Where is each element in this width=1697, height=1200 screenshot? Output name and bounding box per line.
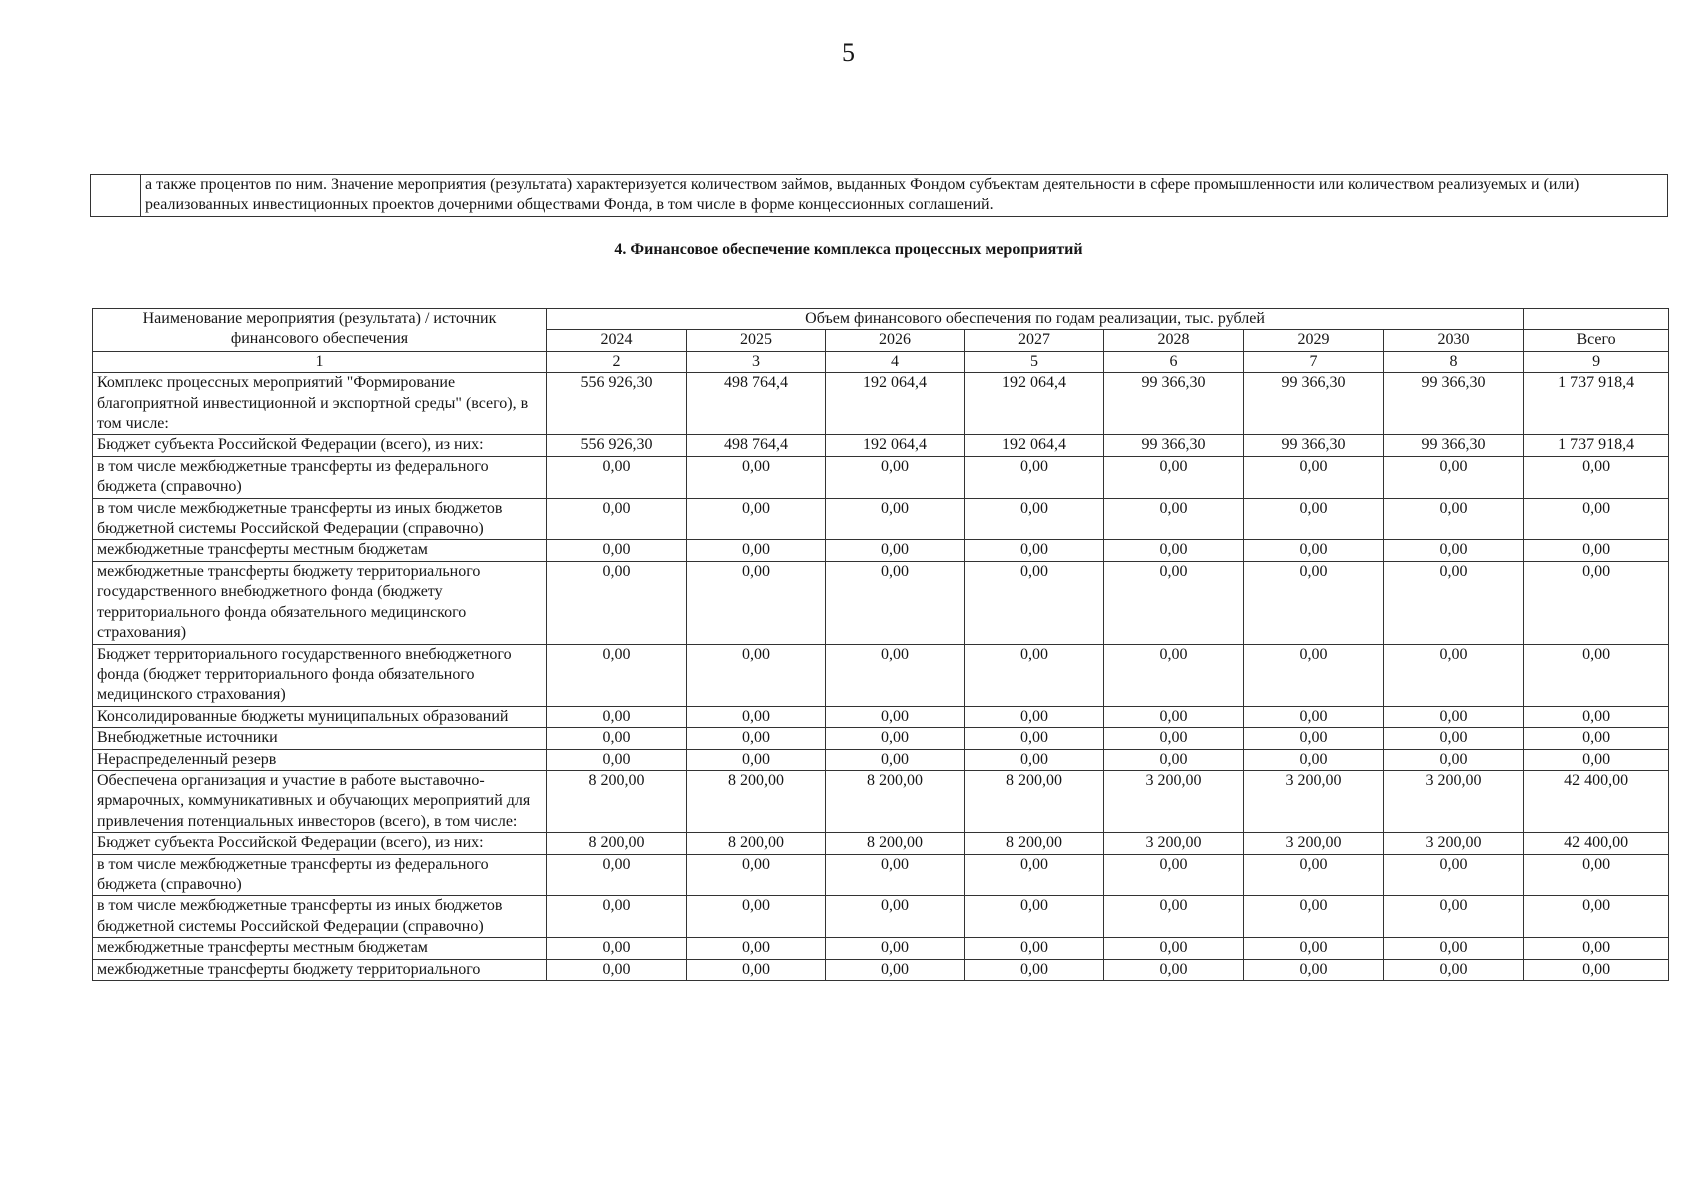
table-row: [93, 959, 1669, 980]
table-row: [93, 706, 1669, 727]
column-number: 9: [1524, 351, 1669, 372]
row-year-value: 0,00: [1384, 456, 1524, 498]
row-name: Комплекс процессных мероприятий "Формирование благоприятной инвестиционной и экспортной среды" (всего), в том числе:: [93, 373, 547, 435]
header-row-group: [93, 309, 1669, 330]
row-year-value: 0,00: [965, 706, 1104, 727]
row-total-value: 1 737 918,4: [1524, 373, 1669, 435]
row-year-value: 99 366,30: [1104, 373, 1244, 435]
row-year-value: 8 200,00: [965, 770, 1104, 832]
financing-table: [92, 308, 1669, 981]
row-total-value: 0,00: [1524, 896, 1669, 938]
row-year-value: 0,00: [965, 749, 1104, 770]
row-year-value: 0,00: [1244, 706, 1384, 727]
table-row: [93, 833, 1669, 854]
table-row: [93, 854, 1669, 896]
row-name: в том числе межбюджетные трансферты из иных бюджетов бюджетной системы Российской Федерации (справочно): [93, 498, 547, 540]
row-year-value: 0,00: [687, 706, 826, 727]
row-name: Бюджет субъекта Российской Федерации (всего), из них:: [93, 435, 547, 456]
row-year-value: 0,00: [965, 938, 1104, 959]
row-total-value: 0,00: [1524, 728, 1669, 749]
row-year-value: 0,00: [547, 728, 687, 749]
row-year-value: 0,00: [965, 456, 1104, 498]
row-year-value: 0,00: [1244, 749, 1384, 770]
row-year-value: 0,00: [1104, 644, 1244, 706]
row-year-value: 0,00: [965, 644, 1104, 706]
row-year-value: 8 200,00: [547, 770, 687, 832]
row-year-value: 0,00: [965, 498, 1104, 540]
row-year-value: 0,00: [1244, 959, 1384, 980]
row-year-value: 0,00: [1104, 728, 1244, 749]
year-header-2029: 2029: [1244, 330, 1384, 351]
row-total-value: 0,00: [1524, 561, 1669, 644]
row-year-value: 192 064,4: [965, 373, 1104, 435]
row-year-value: 0,00: [826, 728, 965, 749]
row-year-value: 556 926,30: [547, 435, 687, 456]
row-year-value: 3 200,00: [1244, 833, 1384, 854]
column-number: 4: [826, 351, 965, 372]
row-year-value: 0,00: [687, 896, 826, 938]
continuation-index-cell: [91, 175, 141, 217]
row-year-value: 0,00: [1244, 498, 1384, 540]
row-year-value: 0,00: [1104, 938, 1244, 959]
row-name: Бюджет территориального государственного внебюджетного фонда (бюджет территориального фонда обязательного медицинского страхования): [93, 644, 547, 706]
row-year-value: 99 366,30: [1244, 435, 1384, 456]
row-total-value: 0,00: [1524, 540, 1669, 561]
table-row: [93, 644, 1669, 706]
table-row: [93, 540, 1669, 561]
header-row-numbers: [93, 351, 1669, 372]
row-year-value: 0,00: [826, 498, 965, 540]
row-year-value: 0,00: [687, 938, 826, 959]
row-year-value: 0,00: [1384, 896, 1524, 938]
row-year-value: 556 926,30: [547, 373, 687, 435]
row-name: Внебюджетные источники: [93, 728, 547, 749]
row-year-value: 0,00: [965, 959, 1104, 980]
row-year-value: 0,00: [1384, 561, 1524, 644]
table-row: [93, 896, 1669, 938]
row-year-value: 0,00: [687, 498, 826, 540]
row-year-value: 0,00: [1244, 561, 1384, 644]
row-year-value: 8 200,00: [547, 833, 687, 854]
row-year-value: 99 366,30: [1384, 435, 1524, 456]
row-year-value: 0,00: [1384, 749, 1524, 770]
row-year-value: 192 064,4: [826, 373, 965, 435]
row-year-value: 3 200,00: [1384, 833, 1524, 854]
row-total-value: 42 400,00: [1524, 770, 1669, 832]
row-year-value: 0,00: [1104, 749, 1244, 770]
row-name: Консолидированные бюджеты муниципальных образований: [93, 706, 547, 727]
row-year-value: 0,00: [1104, 896, 1244, 938]
total-header-top: [1524, 309, 1669, 330]
row-year-value: 0,00: [1384, 644, 1524, 706]
row-year-value: 0,00: [826, 959, 965, 980]
row-year-value: 0,00: [687, 561, 826, 644]
row-year-value: 0,00: [1104, 540, 1244, 561]
table-row: [93, 456, 1669, 498]
row-year-value: 3 200,00: [1244, 770, 1384, 832]
row-total-value: 0,00: [1524, 854, 1669, 896]
row-year-value: 0,00: [547, 644, 687, 706]
row-year-value: 0,00: [1384, 959, 1524, 980]
row-year-value: 0,00: [1384, 938, 1524, 959]
row-year-value: 0,00: [1104, 561, 1244, 644]
year-header-2030: 2030: [1384, 330, 1524, 351]
row-year-value: 99 366,30: [1104, 435, 1244, 456]
row-year-value: 3 200,00: [1104, 833, 1244, 854]
row-total-value: 0,00: [1524, 706, 1669, 727]
row-year-value: 0,00: [547, 456, 687, 498]
row-total-value: 0,00: [1524, 749, 1669, 770]
year-header-2024: 2024: [547, 330, 687, 351]
row-year-value: 99 366,30: [1244, 373, 1384, 435]
table-row: [93, 770, 1669, 832]
row-year-value: 0,00: [547, 854, 687, 896]
column-number: 7: [1244, 351, 1384, 372]
table-row: [93, 728, 1669, 749]
row-year-value: 498 764,4: [687, 435, 826, 456]
row-year-value: 0,00: [1104, 456, 1244, 498]
row-name: межбюджетные трансферты бюджету территориального: [93, 959, 547, 980]
row-name: межбюджетные трансферты местным бюджетам: [93, 540, 547, 561]
name-column-header: Наименование мероприятия (результата) / источник финансового обеспечения: [93, 309, 547, 352]
row-total-value: 0,00: [1524, 456, 1669, 498]
row-year-value: 192 064,4: [965, 435, 1104, 456]
row-total-value: 0,00: [1524, 959, 1669, 980]
row-year-value: 0,00: [965, 540, 1104, 561]
row-year-value: 0,00: [547, 540, 687, 561]
row-year-value: 0,00: [1244, 896, 1384, 938]
row-year-value: 0,00: [1384, 854, 1524, 896]
row-year-value: 0,00: [1104, 854, 1244, 896]
table-row: [93, 749, 1669, 770]
row-name: Нераспределенный резерв: [93, 749, 547, 770]
column-number: 5: [965, 351, 1104, 372]
row-year-value: 0,00: [1104, 706, 1244, 727]
table-row: [93, 373, 1669, 435]
row-year-value: 0,00: [826, 854, 965, 896]
row-year-value: 3 200,00: [1384, 770, 1524, 832]
row-year-value: 0,00: [1384, 728, 1524, 749]
row-year-value: 0,00: [826, 749, 965, 770]
row-year-value: 0,00: [547, 938, 687, 959]
table-row: [93, 561, 1669, 644]
year-header-2026: 2026: [826, 330, 965, 351]
row-year-value: 0,00: [965, 854, 1104, 896]
section-title: 4. Финансовое обеспечение комплекса процессных мероприятий: [614, 241, 1083, 258]
row-year-value: 8 200,00: [826, 833, 965, 854]
row-total-value: 0,00: [1524, 644, 1669, 706]
year-header-2025: 2025: [687, 330, 826, 351]
row-name: Бюджет субъекта Российской Федерации (всего), из них:: [93, 833, 547, 854]
continuation-text: а также процентов по ним. Значение мероприятия (результата) характеризуется количеством займов, выданных Фондом субъектам деятельности в сфере промышленности или количеством реализуемых и (или) реализованных инвестиционных проектов дочерними обществами Фонда, в том числе в форме концессионных соглашений.: [141, 175, 1668, 217]
row-name: межбюджетные трансферты бюджету территориального государственного внебюджетного фонда (бюджету территориального фонда обязательного медицинского страхования): [93, 561, 547, 644]
row-total-value: 0,00: [1524, 498, 1669, 540]
row-year-value: 0,00: [826, 896, 965, 938]
column-number: 8: [1384, 351, 1524, 372]
column-number: 3: [687, 351, 826, 372]
row-year-value: 8 200,00: [687, 833, 826, 854]
row-total-value: 0,00: [1524, 938, 1669, 959]
total-header: Всего: [1524, 330, 1669, 351]
row-year-value: 0,00: [547, 498, 687, 540]
row-name: межбюджетные трансферты местным бюджетам: [93, 938, 547, 959]
row-name: в том числе межбюджетные трансферты из федерального бюджета (справочно): [93, 456, 547, 498]
row-year-value: 0,00: [826, 456, 965, 498]
row-year-value: 0,00: [965, 561, 1104, 644]
continuation-table: [90, 174, 1668, 217]
row-year-value: 0,00: [1244, 854, 1384, 896]
financing-table-body: [93, 373, 1669, 981]
row-total-value: 1 737 918,4: [1524, 435, 1669, 456]
row-year-value: 0,00: [826, 561, 965, 644]
page-number: 5: [842, 38, 855, 67]
row-year-value: 0,00: [547, 749, 687, 770]
row-year-value: 0,00: [687, 959, 826, 980]
year-header-2027: 2027: [965, 330, 1104, 351]
table-row: [93, 435, 1669, 456]
row-year-value: 0,00: [547, 561, 687, 644]
row-year-value: 0,00: [1104, 959, 1244, 980]
row-year-value: 0,00: [687, 728, 826, 749]
row-year-value: 0,00: [826, 540, 965, 561]
column-number: 2: [547, 351, 687, 372]
row-year-value: 0,00: [826, 938, 965, 959]
row-year-value: 0,00: [687, 854, 826, 896]
column-number: 6: [1104, 351, 1244, 372]
row-year-value: 3 200,00: [1104, 770, 1244, 832]
row-year-value: 0,00: [547, 896, 687, 938]
row-year-value: 0,00: [965, 896, 1104, 938]
table-row: [93, 938, 1669, 959]
row-year-value: 0,00: [687, 749, 826, 770]
row-year-value: 8 200,00: [687, 770, 826, 832]
row-year-value: 0,00: [1384, 498, 1524, 540]
row-year-value: 0,00: [965, 728, 1104, 749]
row-year-value: 0,00: [547, 706, 687, 727]
row-name: в том числе межбюджетные трансферты из федерального бюджета (справочно): [93, 854, 547, 896]
row-year-value: 0,00: [547, 959, 687, 980]
year-header-2028: 2028: [1104, 330, 1244, 351]
row-year-value: 192 064,4: [826, 435, 965, 456]
row-name: в том числе межбюджетные трансферты из иных бюджетов бюджетной системы Российской Федерации (справочно): [93, 896, 547, 938]
row-year-value: 0,00: [1244, 540, 1384, 561]
continuation-row: [91, 175, 1668, 217]
row-total-value: 42 400,00: [1524, 833, 1669, 854]
row-year-value: 0,00: [1104, 498, 1244, 540]
row-year-value: 99 366,30: [1384, 373, 1524, 435]
row-year-value: 0,00: [1244, 456, 1384, 498]
row-year-value: 8 200,00: [965, 833, 1104, 854]
row-year-value: 0,00: [1244, 644, 1384, 706]
row-year-value: 0,00: [1384, 540, 1524, 561]
volume-group-header: Объем финансового обеспечения по годам реализации, тыс. рублей: [547, 309, 1524, 330]
row-name: Обеспечена организация и участие в работе выставочно-ярмарочных, коммуникативных и обучающих мероприятий для привлечения потенциальных инвесторов (всего), в том числе:: [93, 770, 547, 832]
table-row: [93, 498, 1669, 540]
row-year-value: 0,00: [687, 456, 826, 498]
row-year-value: 0,00: [687, 644, 826, 706]
row-year-value: 0,00: [1244, 728, 1384, 749]
row-year-value: 0,00: [826, 644, 965, 706]
row-year-value: 8 200,00: [826, 770, 965, 832]
row-year-value: 498 764,4: [687, 373, 826, 435]
row-year-value: 0,00: [687, 540, 826, 561]
column-number: 1: [93, 351, 547, 372]
row-year-value: 0,00: [826, 706, 965, 727]
row-year-value: 0,00: [1244, 938, 1384, 959]
row-year-value: 0,00: [1384, 706, 1524, 727]
